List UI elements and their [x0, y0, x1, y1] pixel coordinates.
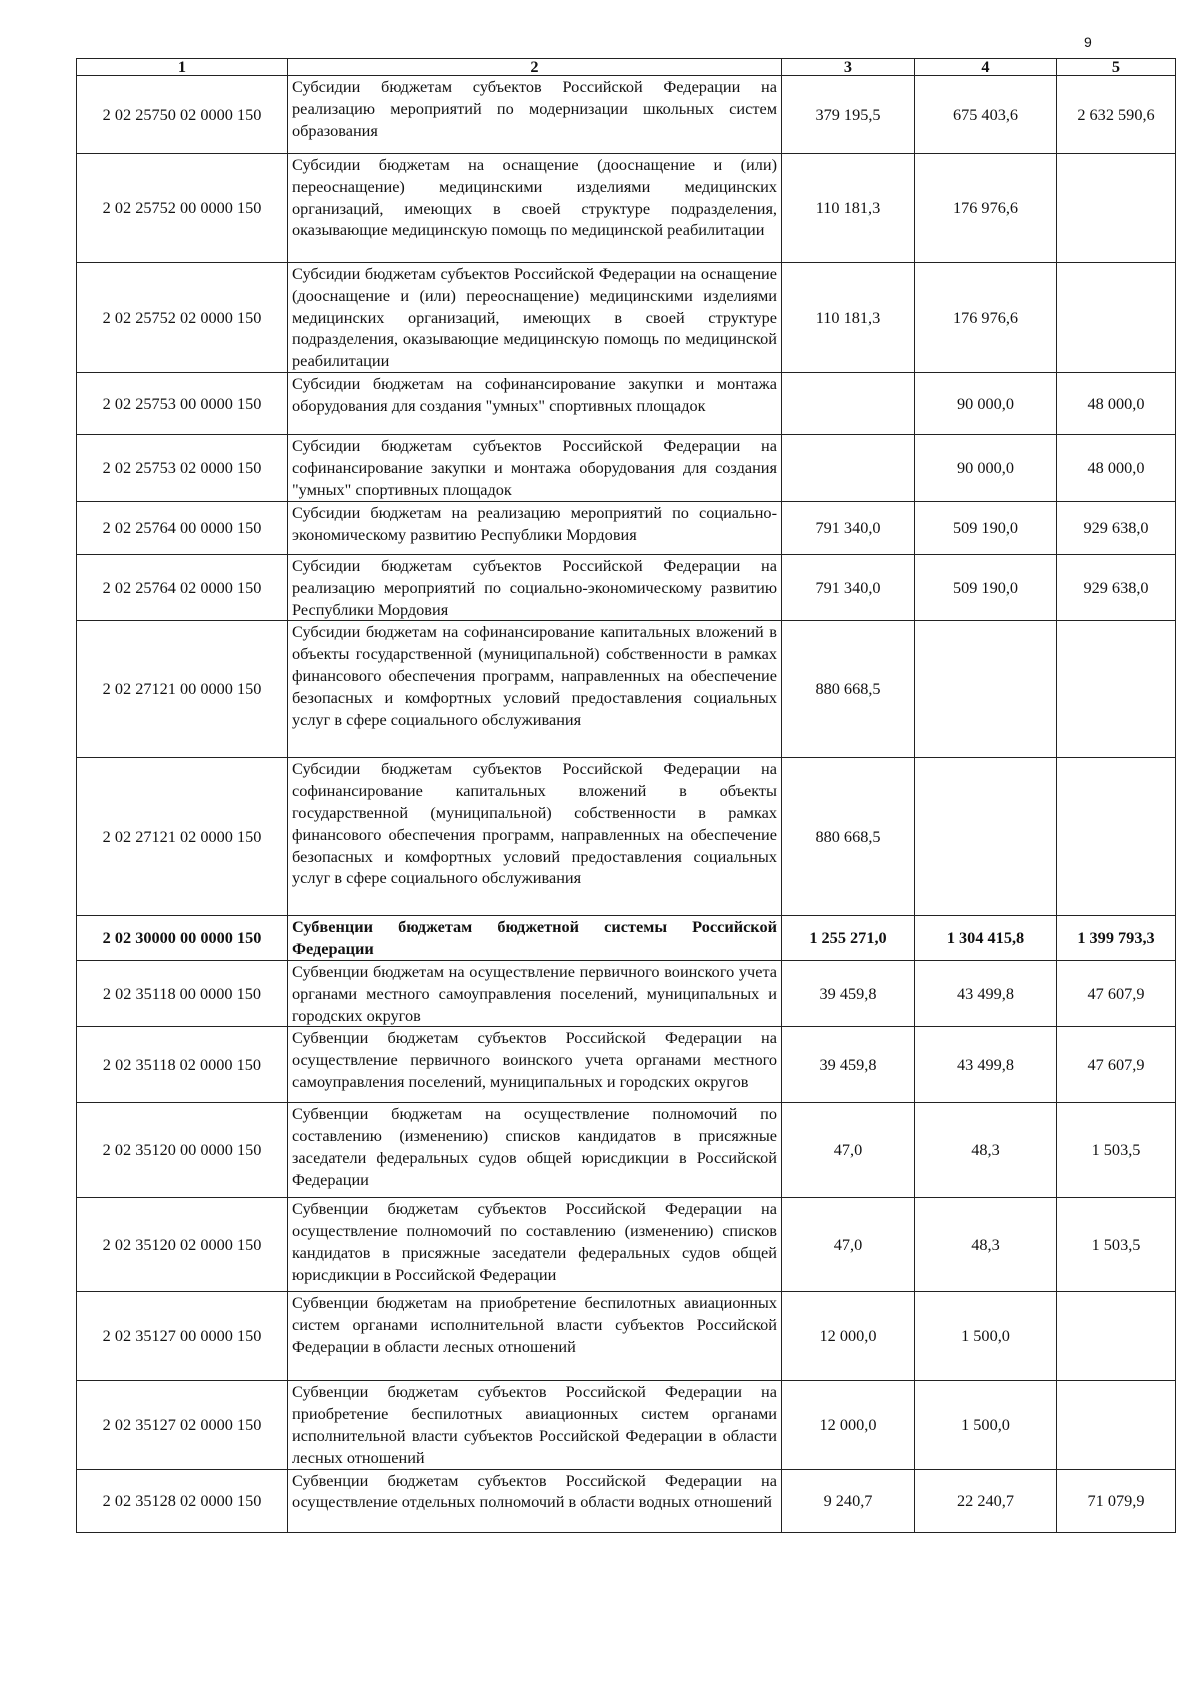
budget-code-cell: 2 02 35120 02 0000 150 — [77, 1198, 288, 1292]
value-col3-cell: 791 340,0 — [782, 501, 915, 554]
value-col5-cell — [1057, 1292, 1176, 1381]
budget-code-cell: 2 02 25753 00 0000 150 — [77, 372, 288, 434]
value-col5-cell — [1057, 154, 1176, 263]
description-cell: Субвенции бюджетам на осуществление первичного воинского учета органами местного самоуправления поселений, муниципальных и городских округов — [288, 960, 782, 1026]
value-col4-cell: 1 500,0 — [915, 1381, 1057, 1469]
value-col5-cell: 2 632 590,6 — [1057, 76, 1176, 154]
budget-code-cell: 2 02 27121 00 0000 150 — [77, 621, 288, 758]
description-cell: Субсидии бюджетам на софинансирование капитальных вложений в объекты государственной (муниципальной) собственности в рамках финансового обеспечения программ, направленных на обеспечение безопасных и комфортных условий предоставления социальных услуг в сфере социального обслуживания — [288, 621, 782, 758]
budget-code-cell: 2 02 35118 00 0000 150 — [77, 960, 288, 1026]
value-col3-cell: 39 459,8 — [782, 960, 915, 1026]
description-cell: Субсидии бюджетам субъектов Российской Федерации на реализацию мероприятий по социально-экономическому развитию Республики Мордовия — [288, 554, 782, 620]
value-col3-cell: 110 181,3 — [782, 154, 915, 263]
value-col3-cell: 1 255 271,0 — [782, 916, 915, 961]
value-col5-cell — [1057, 621, 1176, 758]
value-col4-cell — [915, 621, 1057, 758]
table-row — [77, 1103, 1176, 1198]
value-col4-cell: 48,3 — [915, 1103, 1057, 1198]
description-cell: Субсидии бюджетам на софинансирование закупки и монтажа оборудования для создания "умных" спортивных площадок — [288, 372, 782, 434]
budget-code-cell: 2 02 25752 00 0000 150 — [77, 154, 288, 263]
budget-code-cell: 2 02 30000 00 0000 150 — [77, 916, 288, 961]
value-col3-cell: 880 668,5 — [782, 621, 915, 758]
table-row — [77, 916, 1176, 961]
column-header-description: 2 — [288, 59, 782, 76]
table-row — [77, 434, 1176, 501]
table-row — [77, 372, 1176, 434]
table-row — [77, 154, 1176, 263]
value-col5-cell — [1057, 1381, 1176, 1469]
description-cell: Субвенции бюджетам субъектов Российской Федерации на приобретение беспилотных авиационных систем органами исполнительной власти субъектов Российской Федерации в области лесных отношений — [288, 1381, 782, 1469]
description-cell: Субсидии бюджетам субъектов Российской Федерации на оснащение (дооснащение и (или) переоснащение) медицинскими изделиями медицинских организаций, имеющих в своей структуре подразделения, оказывающие медицинскую помощь по медицинской реабилитации — [288, 263, 782, 373]
table-row — [77, 758, 1176, 916]
column-header-col4: 4 — [915, 59, 1057, 76]
description-cell: Субсидии бюджетам субъектов Российской Федерации на софинансирование капитальных вложений в объекты государственной (муниципальной) собственности в рамках финансового обеспечения программ, направленных на обеспечение безопасных и комфортных условий предоставления социальных услуг в сфере социального обслуживания — [288, 758, 782, 916]
table-row — [77, 1027, 1176, 1103]
budget-code-cell: 2 02 25764 00 0000 150 — [77, 501, 288, 554]
description-cell: Субсидии бюджетам на реализацию мероприятий по социально-экономическому развитию Республики Мордовия — [288, 501, 782, 554]
table-row — [77, 263, 1176, 373]
budget-code-cell: 2 02 35127 02 0000 150 — [77, 1381, 288, 1469]
value-col5-cell: 929 638,0 — [1057, 501, 1176, 554]
value-col5-cell: 47 607,9 — [1057, 960, 1176, 1026]
value-col4-cell: 43 499,8 — [915, 1027, 1057, 1103]
description-cell: Субвенции бюджетам субъектов Российской Федерации на осуществление первичного воинского учета органами местного самоуправления поселений, муниципальных и городских округов — [288, 1027, 782, 1103]
table-body — [77, 76, 1176, 1533]
value-col4-cell: 509 190,0 — [915, 554, 1057, 620]
value-col4-cell: 1 304 415,8 — [915, 916, 1057, 961]
budget-code-cell: 2 02 27121 02 0000 150 — [77, 758, 288, 916]
column-header-col3: 3 — [782, 59, 915, 76]
value-col3-cell: 9 240,7 — [782, 1469, 915, 1532]
value-col3-cell: 791 340,0 — [782, 554, 915, 620]
budget-code-cell: 2 02 35120 00 0000 150 — [77, 1103, 288, 1198]
description-cell: Субвенции бюджетам на осуществление полномочий по составлению (изменению) списков кандидатов в присяжные заседатели федеральных судов общей юрисдикции в Российской Федерации — [288, 1103, 782, 1198]
value-col5-cell — [1057, 263, 1176, 373]
description-cell: Субвенции бюджетам бюджетной системы Российской Федерации — [288, 916, 782, 961]
table-row — [77, 1469, 1176, 1532]
value-col4-cell: 1 500,0 — [915, 1292, 1057, 1381]
description-cell: Субвенции бюджетам на приобретение беспилотных авиационных систем органами исполнительной власти субъектов Российской Федерации в области лесных отношений — [288, 1292, 782, 1381]
value-col4-cell: 90 000,0 — [915, 372, 1057, 434]
value-col5-cell: 48 000,0 — [1057, 434, 1176, 501]
value-col4-cell: 176 976,6 — [915, 154, 1057, 263]
budget-code-cell: 2 02 35128 02 0000 150 — [77, 1469, 288, 1532]
column-header-col5: 5 — [1057, 59, 1176, 76]
value-col3-cell: 379 195,5 — [782, 76, 915, 154]
table-header-row — [77, 59, 1176, 76]
budget-code-cell: 2 02 35127 00 0000 150 — [77, 1292, 288, 1381]
budget-code-cell: 2 02 25764 02 0000 150 — [77, 554, 288, 620]
table-row — [77, 621, 1176, 758]
budget-code-cell: 2 02 35118 02 0000 150 — [77, 1027, 288, 1103]
value-col4-cell: 675 403,6 — [915, 76, 1057, 154]
description-cell: Субсидии бюджетам на оснащение (дооснащение и (или) переоснащение) медицинскими изделиями медицинских организаций, имеющих в своей структуре подразделения, оказывающие медицинскую помощь по медицинской реабилитации — [288, 154, 782, 263]
description-cell: Субсидии бюджетам субъектов Российской Федерации на реализацию мероприятий по модернизации школьных систем образования — [288, 76, 782, 154]
value-col3-cell: 47,0 — [782, 1103, 915, 1198]
budget-code-cell: 2 02 25752 02 0000 150 — [77, 263, 288, 373]
value-col5-cell: 1 399 793,3 — [1057, 916, 1176, 961]
value-col4-cell: 48,3 — [915, 1198, 1057, 1292]
value-col4-cell: 43 499,8 — [915, 960, 1057, 1026]
table-row — [77, 501, 1176, 554]
page-number: 9 — [1084, 34, 1092, 50]
column-header-code: 1 — [77, 59, 288, 76]
value-col4-cell: 176 976,6 — [915, 263, 1057, 373]
value-col5-cell: 1 503,5 — [1057, 1103, 1176, 1198]
value-col3-cell: 110 181,3 — [782, 263, 915, 373]
value-col3-cell — [782, 434, 915, 501]
value-col5-cell: 1 503,5 — [1057, 1198, 1176, 1292]
description-cell: Субсидии бюджетам субъектов Российской Федерации на софинансирование закупки и монтажа оборудования для создания "умных" спортивных площадок — [288, 434, 782, 501]
table-row — [77, 1381, 1176, 1469]
table-row — [77, 960, 1176, 1026]
value-col3-cell: 47,0 — [782, 1198, 915, 1292]
budget-table — [76, 58, 1176, 1533]
table-row — [77, 76, 1176, 154]
value-col5-cell: 48 000,0 — [1057, 372, 1176, 434]
value-col5-cell: 47 607,9 — [1057, 1027, 1176, 1103]
value-col5-cell: 71 079,9 — [1057, 1469, 1176, 1532]
budget-code-cell: 2 02 25750 02 0000 150 — [77, 76, 288, 154]
budget-code-cell: 2 02 25753 02 0000 150 — [77, 434, 288, 501]
value-col4-cell — [915, 758, 1057, 916]
value-col4-cell: 22 240,7 — [915, 1469, 1057, 1532]
table-row — [77, 1292, 1176, 1381]
value-col5-cell — [1057, 758, 1176, 916]
description-cell: Субвенции бюджетам субъектов Российской Федерации на осуществление полномочий по составлению (изменению) списков кандидатов в присяжные заседатели федеральных судов общей юрисдикции в Российской Федерации — [288, 1198, 782, 1292]
value-col5-cell: 929 638,0 — [1057, 554, 1176, 620]
value-col3-cell — [782, 372, 915, 434]
value-col4-cell: 509 190,0 — [915, 501, 1057, 554]
table-row — [77, 1198, 1176, 1292]
value-col3-cell: 39 459,8 — [782, 1027, 915, 1103]
value-col3-cell: 12 000,0 — [782, 1292, 915, 1381]
value-col4-cell: 90 000,0 — [915, 434, 1057, 501]
table-row — [77, 554, 1176, 620]
description-cell: Субвенции бюджетам субъектов Российской Федерации на осуществление отдельных полномочий в области водных отношений — [288, 1469, 782, 1532]
value-col3-cell: 880 668,5 — [782, 758, 915, 916]
value-col3-cell: 12 000,0 — [782, 1381, 915, 1469]
